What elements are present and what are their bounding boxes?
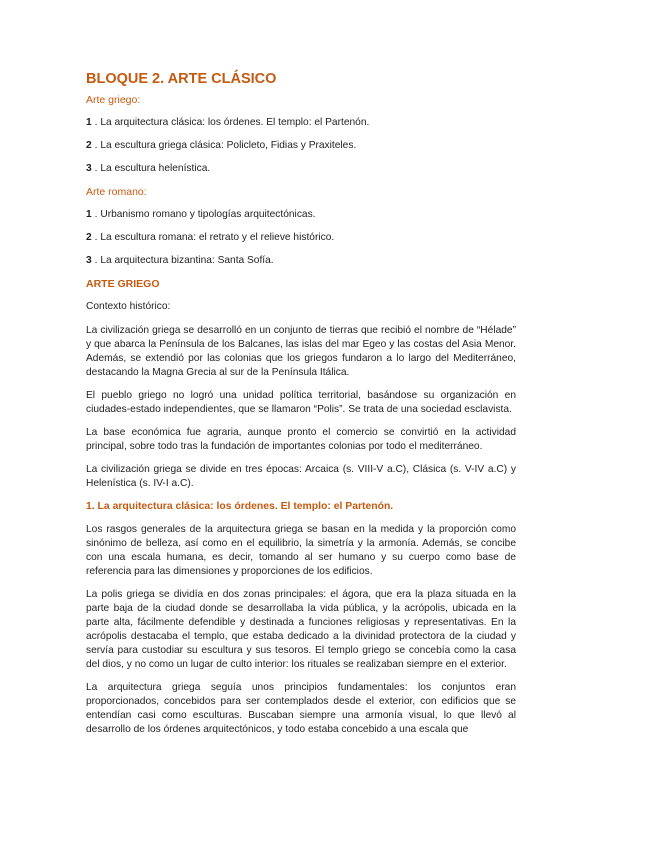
roman-topics-list: [86, 208, 516, 268]
item-text: . La arquitectura bizantina: Santa Sofía.: [94, 255, 274, 266]
item-number: 1: [86, 209, 92, 220]
item-text: . La escultura helenística.: [94, 163, 211, 174]
item-text: . La escultura romana: el retrato y el relieve histórico.: [94, 232, 335, 243]
item-text: . Urbanismo romano y tipologías arquitectónicas.: [94, 209, 316, 220]
paragraph: La polis griega se dividía en dos zonas principales: el ágora, que era la plaza situada en la parte baja de la ciudad donde se desarrollaba la vida pública, y la acrópolis, ubicada en la parte alta, fácilmente defendible y destinada a funciones religiosas y representativas. En la acrópolis destacaba el templo, que estaba dedicado a la divinidad protectora de la ciudad y servía para custodiar su escultura y sus tesoros. El templo griego se concebía como la casa del dios, y no como un lugar de culto interior: los rituales se realizaban siempre en el exterior.: [86, 589, 516, 670]
list-item: [86, 231, 516, 245]
list-item: [86, 139, 516, 153]
paragraph: Los rasgos generales de la arquitectura griega se basan en la medida y la proporción como sinónimo de belleza, así como en el equilibrio, la simetría y la armonía. Además, se concibe con una escala humana, es decir, tomando al ser humano y su cuerpo como base de referencia para las dimensiones y proporciones de los edificios.: [86, 524, 516, 577]
list-item: [86, 254, 516, 268]
context-label: Contexto histórico:: [86, 301, 171, 312]
item-text: . La arquitectura clásica: los órdenes. El templo: el Partenón.: [94, 117, 370, 128]
roman-art-label: Arte romano:: [86, 186, 147, 198]
paragraph: La civilización griega se divide en tres épocas: Arcaica (s. VIII-V a.C), Clásica (s. V-IV a.C) y Helenística (s. IV-I a.C).: [86, 464, 516, 489]
document-title: BLOQUE 2. ARTE CLÁSICO: [86, 71, 277, 87]
item-text: . La escultura griega clásica: Policleto, Fidias y Praxiteles.: [94, 140, 357, 151]
paragraph: La base económica fue agraria, aunque pronto el comercio se convirtió en la actividad principal, sobre todo tras la fundación de importantes colonias por todo el mediterráneo.: [86, 427, 516, 452]
paragraph: La arquitectura griega seguía unos principios fundamentales: los conjuntos eran proporcionados, concebidos para ser contemplados desde el exterior, con edificios que se entendían casi como esculturas. Buscaban siempre una armonía visual, lo que llevó al desarrollo de los órdenes arquitectónicos, y todo estaba concebido a una escala que: [86, 682, 516, 735]
paragraph: La civilización griega se desarrolló en un conjunto de tierras que recibió el nombre de “Hélade” y que abarca la Península de los Balcanes, las islas del mar Egeo y las costas del Asia Menor. Además, se extendió por las colonias que los griegos fundaron a lo largo del Mediterráneo, destacando la Magna Grecia al sur de la Península Itálica.: [86, 325, 516, 378]
item-number: 3: [86, 163, 92, 174]
item-number: 2: [86, 232, 92, 243]
list-item: [86, 162, 516, 176]
list-item: [86, 208, 516, 222]
item-number: 3: [86, 255, 92, 266]
list-item: [86, 116, 516, 130]
paragraph: El pueblo griego no logró una unidad política territorial, basándose su organización en ciudades-estado independientes, que se llamaron “Polis”. Se trata de una sociedad esclavista.: [86, 390, 516, 415]
item-number: 2: [86, 140, 92, 151]
subsection-heading: 1. La arquitectura clásica: los órdenes. El templo: el Partenón.: [86, 501, 394, 512]
item-number: 1: [86, 117, 92, 128]
greek-topics-list: [86, 116, 516, 176]
section-heading: ARTE GRIEGO: [86, 278, 160, 290]
greek-art-label: Arte griego:: [86, 94, 141, 106]
document-content: [86, 70, 516, 746]
